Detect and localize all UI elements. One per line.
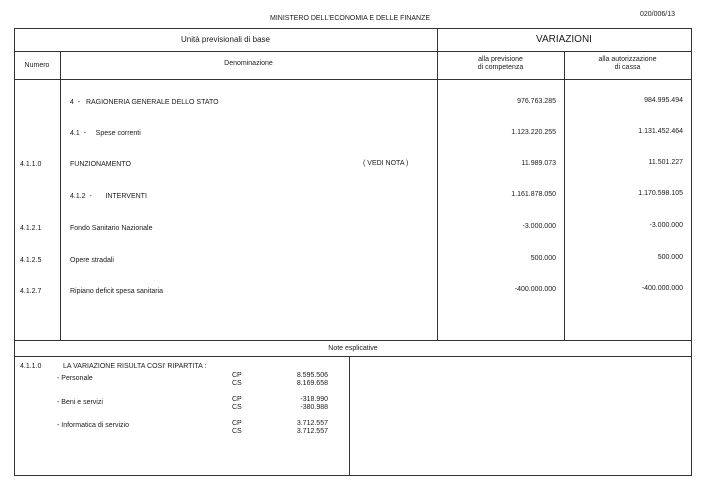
table-row-cassa: 11.501.227 [648,159,683,166]
note-item-cp-value: 8.595.506 [296,372,328,379]
col-header-cassa: alla autorizzazione di cassa [598,56,657,71]
header-divider-2 [14,79,692,80]
table-row-denominazione: 4.1.2 - INTERVENTI [70,193,147,200]
note-item-cs-value: -380.988 [300,404,328,411]
table-row-denominazione: 4.1 - Spese correnti [70,130,141,137]
note-item-cs-value: 8.169.658 [296,380,328,387]
table-row-competenza: 1.161.878.050 [511,191,556,198]
col-header-competenza: alla previsione di competenza [477,56,524,71]
table-row-cassa: 984.995.494 [644,97,683,104]
ministry-title: MINISTERO DELL'ECONOMIA E DELLE FINANZE [270,15,431,22]
col-header-numero: Numero [24,62,50,69]
note-item-label: - Informatica di servizio [57,422,129,429]
frame-top [14,28,692,29]
table-row-competenza: 976.763.285 [517,98,556,105]
document-code: 020/006/13 [640,11,676,18]
table-row-numero: 4.1.2.7 [20,288,42,295]
table-row-denominazione: Opere stradali [70,257,114,264]
table-row-denominazione: FUNZIONAMENTO [70,161,131,168]
note-item-label: - Beni e servizi [57,399,103,406]
table-row-competenza: 1.123.220.255 [511,129,556,136]
col-rule-numero [60,51,61,341]
table-row-numero: 4.1.2.1 [20,225,42,232]
note-item-cp-label: CP [232,396,242,403]
frame-left [14,28,15,476]
table-row-denominazione: 4 - RAGIONERIA GENERALE DELLO STATO [70,99,219,106]
table-row-cassa: -400.000.000 [641,285,683,292]
frame-bottom [14,475,692,476]
table-row-cassa: -3.000.000 [649,222,683,229]
note-item-cp-label: CP [232,372,242,379]
note-item-label: - Personale [57,375,93,382]
frame-right [691,28,692,476]
notes-title: Note esplicative [328,345,378,352]
note-item-cs-label: CS [232,428,242,435]
notes-numero: 4.1.1.0 [20,363,42,370]
table-row-numero: 4.1.2.5 [20,257,42,264]
notes-top-rule [14,340,692,341]
note-item-cp-value: 3.712.557 [296,420,328,427]
table-row-cassa: 1.131.452.464 [638,128,683,135]
table-row-cassa: 500.000 [657,254,683,261]
note-item-cs-label: CS [232,404,242,411]
table-row-denominazione: Fondo Sanitario Nazionale [70,225,153,232]
table-row-competenza: -400.000.000 [514,286,556,293]
table-row-numero: 4.1.1.0 [20,161,42,168]
notes-col-rule [349,356,350,476]
group-header: Unità previsionali di base [181,35,270,44]
table-row-cassa: 1.170.598.105 [638,190,683,197]
variazioni-header: VARIAZIONI [536,34,592,45]
note-item-cs-value: 3.712.557 [296,428,328,435]
table-row-denominazione: Ripiano deficit spesa sanitaria [70,288,163,295]
table-row-competenza: 500.000 [530,255,556,262]
col-header-denominazione: Denominazione [224,60,273,67]
note-item-cs-label: CS [232,380,242,387]
col-rule-denominazione [437,28,438,341]
table-row-nota: ( VEDI NOTA ) [363,160,409,167]
table-row-competenza: 11.989.073 [521,160,556,167]
header-divider-1 [14,51,692,52]
notes-heading: LA VARIAZIONE RISULTA COSI' RIPARTITA : [63,363,207,370]
note-item-cp-value: -318.990 [300,396,328,403]
table-row-competenza: -3.000.000 [522,223,556,230]
note-item-cp-label: CP [232,420,242,427]
notes-title-rule [14,356,692,357]
